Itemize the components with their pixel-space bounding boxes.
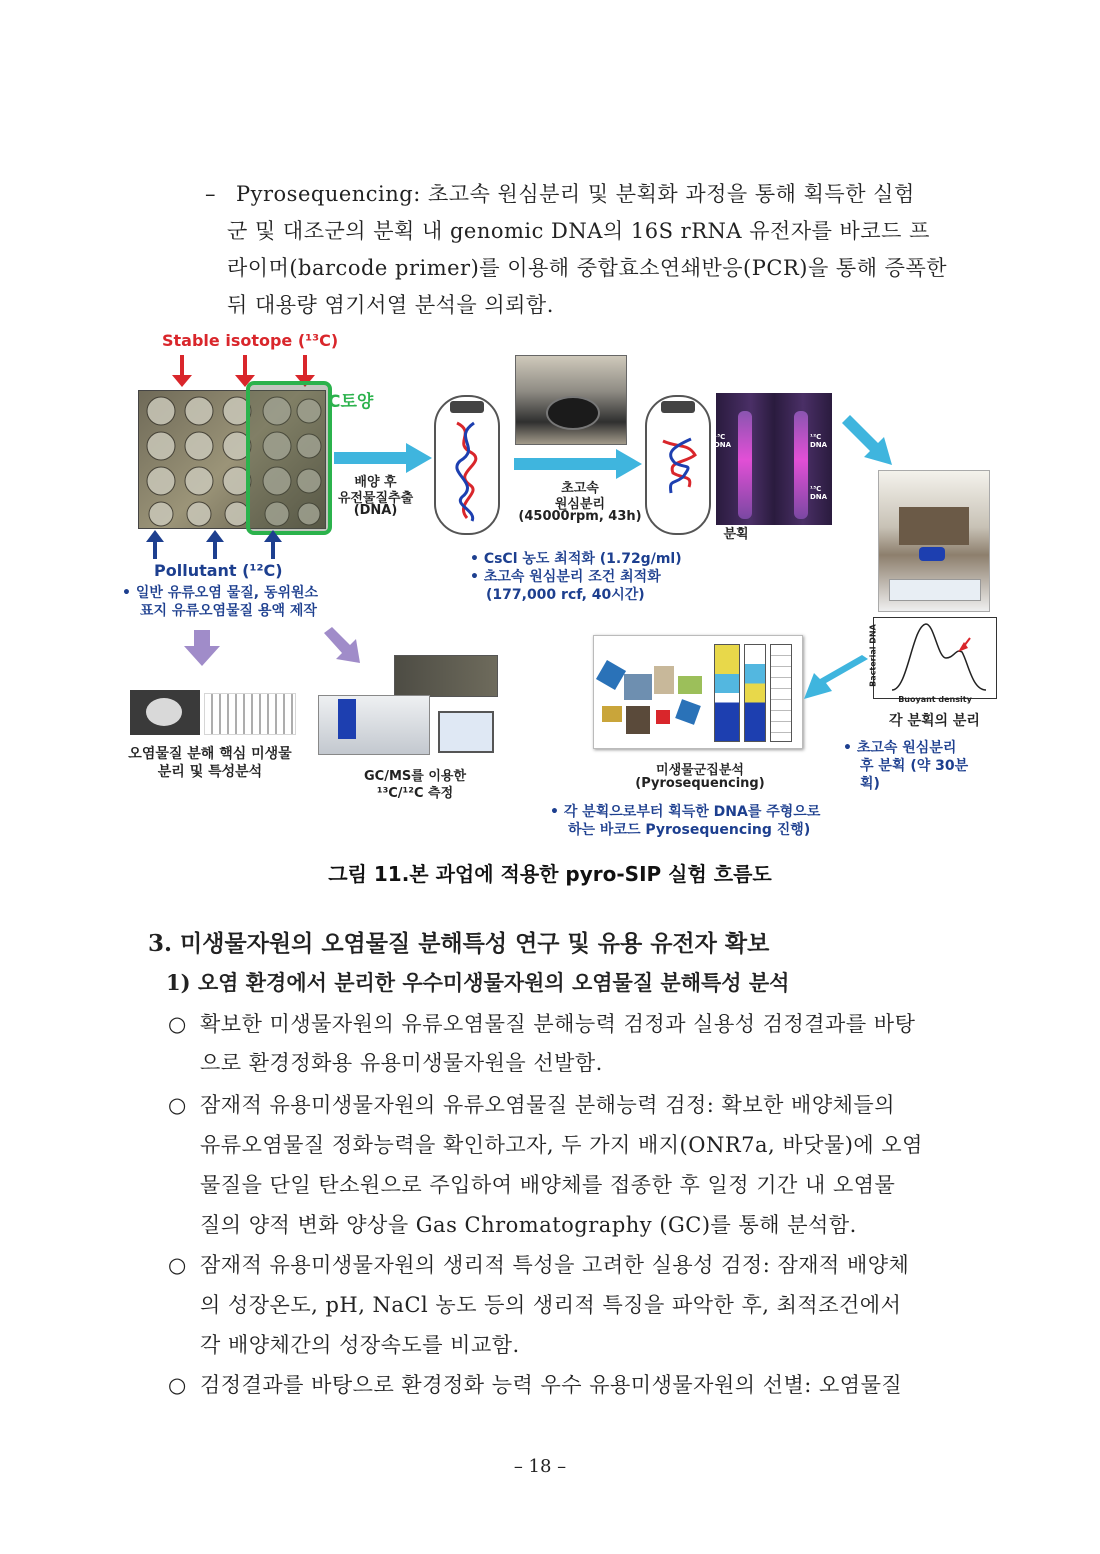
bullet-3-symbol: ○ xyxy=(168,1253,187,1277)
gcms-photo xyxy=(318,655,496,755)
cscl-gradient-photo xyxy=(716,393,832,525)
ultra-bullet-2: 후 분획 (약 30분 xyxy=(860,758,969,774)
intro-line-4: 뒤 대용량 염기서열 분석을 의뢰함. xyxy=(227,293,554,317)
community-bullet-1: • 각 분획으로부터 획득한 DNA를 주형으로 xyxy=(550,804,821,820)
navy-up-arrows xyxy=(140,529,300,561)
fractionator-photo xyxy=(878,470,990,612)
blue-arrow-2 xyxy=(514,447,644,481)
graph-xlabel: Buoyant density xyxy=(898,695,972,704)
ultra-bullet-3: 획) xyxy=(860,776,880,792)
centrifuge-photo xyxy=(515,355,627,445)
gcms-label-1: GC/MS를 이용한 xyxy=(363,769,467,784)
community-label-1: 미생물군집분석 xyxy=(656,763,744,778)
purple-arrow-down xyxy=(182,628,222,668)
bullet-1-line-2: 으로 환경정화용 유용미생물자원을 선발함. xyxy=(200,1051,603,1075)
bullet-2-symbol: ○ xyxy=(168,1093,187,1117)
microbe-image xyxy=(130,690,200,735)
step1-label-2: 유전물질추출 xyxy=(337,491,414,506)
c12-dna-label: ¹²C DNA xyxy=(810,433,828,449)
community-analysis-panel xyxy=(593,635,803,749)
bullet-2-line-4: 질의 양적 변화 양상을 Gas Chromatography (GC)를 통해 분석함. xyxy=(200,1213,857,1237)
gcms-label-2: ¹³C/¹²C 측정 xyxy=(376,786,454,801)
microbe-label-1: 오염물질 분해 핵심 미생물 xyxy=(128,746,292,762)
bullet-4-symbol: ○ xyxy=(168,1373,187,1397)
step1-label-3: (DNA) xyxy=(353,503,398,518)
bullet-4-line-1: 검정결과를 바탕으로 환경정화 능력 우수 유용미생물자원의 선별: 오염물질 xyxy=(200,1373,903,1397)
cscl-bullet-3: (177,000 rcf, 40시간) xyxy=(486,587,645,603)
cscl-bullet-1: • CsCl 농도 최적화 (1.72g/ml) xyxy=(470,551,682,567)
bullet-3-line-3: 각 배양체간의 성장속도를 비교함. xyxy=(200,1333,520,1357)
blue-arrow-1 xyxy=(334,441,434,475)
figure xyxy=(110,325,1000,845)
step2-label-1: 초고속 xyxy=(561,481,599,496)
bullet-1-line-1: 확보한 미생물자원의 유류오염물질 분해능력 검정과 실용성 검정결과를 바탕 xyxy=(200,1012,916,1036)
step1-label-1: 배양 후 xyxy=(354,475,397,490)
intro-line-3: 라이머(barcode primer)를 이용해 중합효소연쇄반응(PCR)을 통해 증폭한 xyxy=(227,256,948,280)
c-soil-green-box xyxy=(246,381,332,535)
step2-label-3: (45000rpm, 43h) xyxy=(518,509,642,524)
pollutant-bullet-2: 표지 유류오염물질 용액 제작 xyxy=(140,603,317,619)
gel-pattern-image xyxy=(204,693,296,735)
community-bullet-2: 하는 바코드 Pyrosequencing 진행) xyxy=(568,822,811,838)
fraction-separation-label: 각 분획의 분리 xyxy=(889,713,980,729)
c13-dna-label-left: ¹³C DNA xyxy=(714,433,732,449)
bullet-2-line-2: 유류오염물질 정화능력을 확인하고자, 두 가지 배지(ONR7a, 바닷물)에 오염 xyxy=(200,1133,923,1157)
section-subheading: 1) 오염 환경에서 분리한 우수미생물자원의 오염물질 분해특성 분석 xyxy=(166,970,790,995)
pollutant-label: Pollutant (¹²C) xyxy=(154,561,283,580)
section-heading: 3. 미생물자원의 오염물질 분해특성 연구 및 유용 유전자 확보 xyxy=(148,930,770,957)
ultra-bullet-1: • 초고속 원심분리 xyxy=(843,740,957,756)
fractionation-label: 분획 xyxy=(723,527,749,542)
cscl-bullet-2: • 초고속 원심분리 조건 최적화 xyxy=(470,569,661,585)
step2-label-2: 원심분리 xyxy=(554,497,606,512)
c-soil-label: C토양 xyxy=(328,392,374,412)
dna-tube-2 xyxy=(643,393,713,537)
c13-dna-label-right: ¹³C DNA xyxy=(810,485,828,501)
bullet-2-line-3: 물질을 단일 탄소원으로 주입하여 배양체를 접종한 후 일정 기간 내 오염물 xyxy=(200,1173,896,1197)
figure-caption: 그림 11.본 과업에 적용한 pyro-SIP 실험 흐름도 xyxy=(328,862,772,886)
intro-line-2: 군 및 대조군의 분획 내 genomic DNA의 16S rRNA 유전자를 바코드 프 xyxy=(227,219,930,243)
bullet-3-line-1: 잠재적 유용미생물자원의 생리적 특성을 고려한 실용성 검정: 잠재적 배양체 xyxy=(200,1253,910,1277)
dna-tube-1 xyxy=(432,393,502,537)
blue-arrow-left xyxy=(802,655,872,703)
graph-ylabel: Bacterial DNA xyxy=(868,624,878,687)
stable-isotope-label: Stable isotope (¹³C) xyxy=(162,331,339,350)
bullet-1-symbol: ○ xyxy=(168,1012,187,1036)
density-graph xyxy=(873,617,997,699)
community-label-2: (Pyrosequencing) xyxy=(635,776,765,791)
bullet-2-line-1: 잠재적 유용미생물자원의 유류오염물질 분해능력 검정: 확보한 배양체들의 xyxy=(200,1093,895,1117)
blue-arrow-diagonal xyxy=(838,411,898,471)
pollutant-bullet-1: • 일반 유류오염 물질, 동위원소 xyxy=(122,585,319,601)
page-number: – 18 – xyxy=(513,1456,567,1477)
intro-line-1: Pyrosequencing: 초고속 원심분리 및 분획화 과정을 통해 획득한 실험 xyxy=(236,182,915,206)
microbe-label-2: 분리 및 특성분석 xyxy=(157,764,263,780)
bullet-3-line-2: 의 성장온도, pH, NaCl 농도 등의 생리적 특징을 파악한 후, 최적조건에서 xyxy=(200,1293,902,1317)
intro-dash: – xyxy=(205,182,216,206)
